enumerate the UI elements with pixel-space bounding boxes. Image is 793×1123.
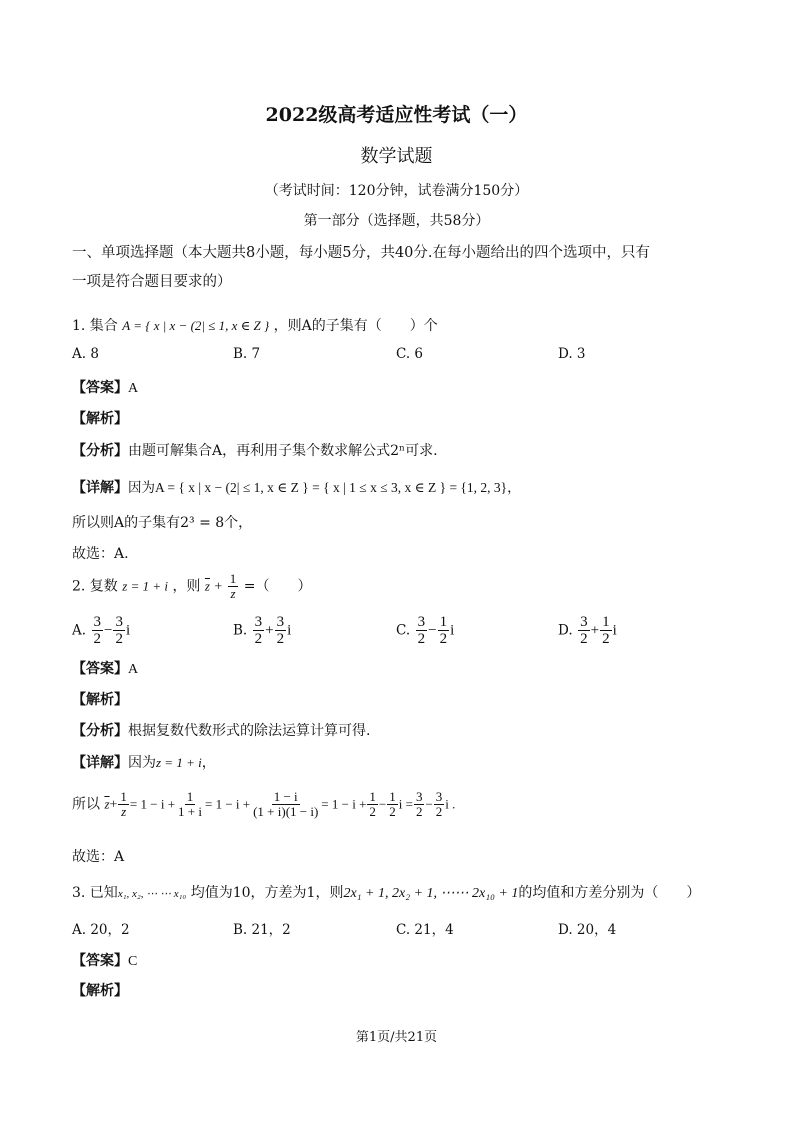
q1-analysis-label: 【解析】 xyxy=(72,411,128,427)
q2-mid: ，则 xyxy=(172,578,201,595)
q1-fenxi-text: 由题可解集合A，再利用子集个数求解公式2ⁿ可求. xyxy=(128,443,438,459)
q2-zbar: $\overline{z}$ xyxy=(204,578,210,594)
q2-option-d-imag: $\frac{1}{2}$ xyxy=(602,614,610,647)
exam-info: （考试时间：120分钟，试卷满分150分） xyxy=(264,183,529,199)
q1-option-c: C. 6 xyxy=(396,346,424,362)
q1-detail-text: 因为A = { x | x − (2| ≤ 1, x ∈ Z } = { x | 1 ≤ x ≤ 3, x ∈ Z } = {1, 2, 3}， xyxy=(128,480,521,495)
q1-prefix: 1. 集合 xyxy=(72,318,118,334)
q2-choose: 故选：A xyxy=(72,849,125,865)
exam-subtitle: 数学试题 xyxy=(360,146,433,167)
q2-tail: =（ ） xyxy=(243,578,312,595)
q2-option-a-imag: $\frac{3}{2}$ xyxy=(115,614,123,647)
section-intro-line1: 一、单项选择题（本大题共8小题，每小题5分，共40分.在每小题给出的四个选项中，只有 xyxy=(72,245,651,261)
q2-detail xyxy=(72,752,216,772)
q1-fenxi xyxy=(72,440,438,460)
q1-conclusion: 所以则A的子集有2³ = 8个， xyxy=(72,515,253,531)
part-title: 第一部分（选择题，共58分） xyxy=(303,213,490,229)
q3-option-a: A. 20，2 xyxy=(72,922,130,938)
q1-suffix: ，则A的子集有（ ）个 xyxy=(273,318,438,334)
q2-option-b-imag: $\frac{3}{2}$ xyxy=(276,614,285,647)
q3-answer-value: C xyxy=(128,954,138,969)
q3-stem xyxy=(72,882,700,902)
q2-option-c-real: $\frac{3}{2}$ xyxy=(417,614,426,647)
q3-option-d: D. 20，4 xyxy=(558,922,617,938)
q1-set-formula: A = { x | x − (2| ≤ 1, x ∈ Z } xyxy=(122,318,270,333)
q1-answer-value: A xyxy=(128,381,139,396)
page-footer: 第1页/共21页 xyxy=(355,1030,438,1045)
q3-answer xyxy=(72,950,137,970)
q1-choose: 故选：A. xyxy=(72,546,129,562)
q1-stem xyxy=(72,315,438,335)
q2-fenxi-text: 根据复数代数形式的除法运算计算可得. xyxy=(128,723,371,739)
q2-detail-suffix: ， xyxy=(201,755,216,771)
q2-answer xyxy=(72,658,138,678)
q2-fraction-one-over-z: $\frac{1}{z}$ xyxy=(229,571,237,601)
q1-option-d: D. 3 xyxy=(558,346,586,362)
q2-option-d-letter: D. xyxy=(558,622,573,639)
q2-option-b-letter: B. xyxy=(233,622,248,639)
q2-option-a: A. $\frac{3}{2}$ − $\frac{3}{2}$ i xyxy=(72,614,131,647)
q2-option-a-letter: A. xyxy=(72,622,87,639)
q2-so-prefix: 所以 xyxy=(72,796,100,813)
q2-option-c-imag: $\frac{1}{2}$ xyxy=(439,614,448,647)
q2-analysis-label: 【解析】 xyxy=(72,692,128,708)
q3-variables: x₁, x₂, ⋯ ⋯ x₁₀ xyxy=(117,888,187,900)
q3-suffix: 的均值和方差分别为（ ） xyxy=(518,885,701,901)
q2-option-c: C. $\frac{3}{2}$ − $\frac{1}{2}$ i xyxy=(396,614,455,647)
q2-option-c-letter: C. xyxy=(396,622,411,639)
q3-expression: 2x₁ + 1, 2x₂ + 1, ⋯⋯ 2x₁₀ + 1 xyxy=(343,886,519,901)
q2-plus: + xyxy=(214,579,223,595)
q2-z-definition: z = 1 + i xyxy=(122,578,168,594)
q3-option-c: C. 21，4 xyxy=(396,922,454,938)
q3-analysis-label: 【解析】 xyxy=(72,983,128,999)
q3-prefix: 3. 已知 xyxy=(72,885,118,901)
section-intro-line2: 一项是符合题目要求的） xyxy=(72,274,232,290)
q2-derivation: 所以 $\overline{z}+$ $\frac{1}{z}$ = 1 − i + $\frac{1}{1 + i}$ = 1 − i + $\frac{1 - i}{(1 + i)(1 - i)}$ = 1 − i + $\frac{1}{2}$ − $\frac{1}{2}$ i = $\frac{3}{2}$ − $\frac{3}{2}$ i . xyxy=(72,789,456,819)
q2-fenxi xyxy=(72,720,370,740)
q2-option-a-real: $\frac{3}{2}$ xyxy=(93,614,101,647)
q1-answer-label: 【答案】 xyxy=(72,380,128,396)
q1-detail xyxy=(72,476,521,497)
exam-title: 2022级高考适应性考试（一） xyxy=(265,104,528,126)
q1-option-b: B. 7 xyxy=(233,346,261,362)
q1-fenxi-label: 【分析】 xyxy=(72,443,128,459)
q2-option-d-real: $\frac{3}{2}$ xyxy=(580,614,588,647)
q1-answer xyxy=(72,377,138,397)
q2-stem xyxy=(72,572,311,601)
q2-option-b: B. $\frac{3}{2}$ + $\frac{3}{2}$ i xyxy=(233,614,292,647)
q1-detail-label: 【详解】 xyxy=(72,480,128,496)
q2-option-d: D. $\frac{3}{2}$ + $\frac{1}{2}$ i xyxy=(558,614,617,647)
q1-option-a: A. 8 xyxy=(72,346,99,362)
q3-answer-label: 【答案】 xyxy=(72,953,128,969)
q3-mid: 均值为10，方差为1，则 xyxy=(190,885,344,901)
q2-prefix: 2. 复数 xyxy=(72,578,118,595)
q2-fenxi-label: 【分析】 xyxy=(72,723,128,739)
q2-answer-label: 【答案】 xyxy=(72,661,128,677)
q2-option-b-real: $\frac{3}{2}$ xyxy=(254,614,263,647)
q2-detail-prefix: 因为 xyxy=(128,755,156,771)
q3-option-b: B. 21，2 xyxy=(233,922,291,938)
q2-detail-z: z = 1 + i xyxy=(156,755,202,770)
q2-answer-value: A xyxy=(128,662,139,677)
q2-detail-label: 【详解】 xyxy=(72,755,128,771)
